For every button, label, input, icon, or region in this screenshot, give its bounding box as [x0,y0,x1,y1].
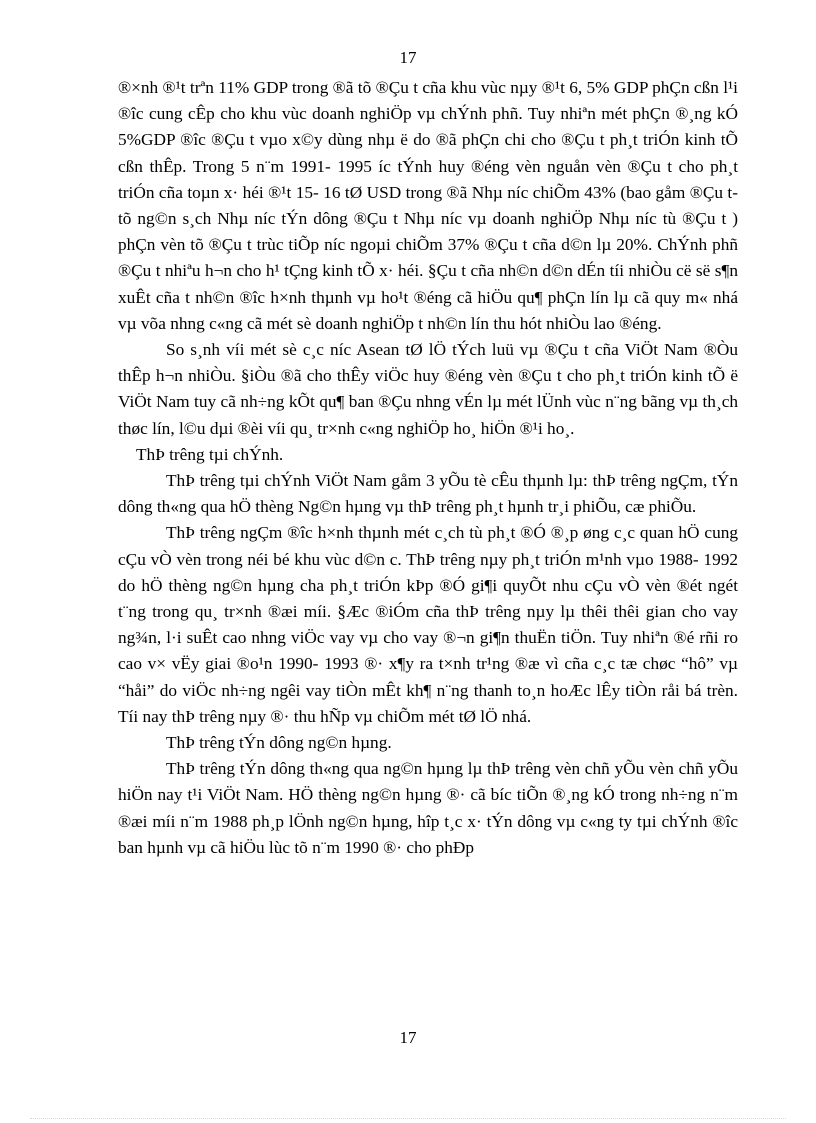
paragraph-market-components: ThÞ trêng tµi chÝnh ViÖt Nam gåm 3 yÕu tè cÊu thµnh lµ: thÞ trêng ngÇm, tÝn dông th«ng qua hÖ thèng Ng©n hµng vµ thÞ trêng ph¸t hµnh tr¸i phiÕu, cæ phiÕu. [118,471,738,517]
paragraph-continuation: ®×nh ®¹t trªn 11% GDP trong ®ã tõ ®Çu t cña khu vùc nµy ®¹t 6, 5% GDP phÇn cßn l¹i ®îc cung cÊp cho khu vùc doanh nghiÖp vµ chÝnh phñ. Tuy nhiªn mét phÇn ®¸ng kÓ 5%GDP ®îc ®Çu t vµo x©y dùng nhµ ë do ®ã phÇn chi cho ®Çu t ph¸t triÓn kinh tÕ cßn thÊp. Trong 5 n¨m 1991- 1995 íc tÝnh huy ®éng vèn nguån vèn ®Çu t cho ph¸t triÓn cña toµn x· héi ®¹t 15- 16 tØ USD trong ®ã Nhµ níc chiÕm 43% (bao gåm ®Çu t tõ ng©n s¸ch Nhµ níc tÝn dông ®Çu t Nhµ níc vµ doanh nghiÖp Nhµ níc tù ®Çu t ) phÇn vèn tõ ®Çu t trùc tiÕp níc ngoµi chiÕm 37% ®Çu t cña d©n lµ 20%. ChÝnh phñ ®Çu t nhiªu h¬n cho h¹ tÇng kinh tÕ x· héi. §Çu t cña nh©n d©n dÉn tíi nhiÒu cë së s¶n xuÊt cña t nh©n ®îc h×nh thµnh vµ ho¹t ®éng cã hiÖu qu¶ phÇn lín lµ cã quy m« nhá vµ võa nhng c«ng cã mét sè doanh nghiÖp t nh©n lín thu hót nhiÒu lao ®éng. [118,78,738,333]
paragraph-asean-comparison: So s¸nh víi mét sè c¸c níc Asean tØ lÖ tÝch luü vµ ®Çu t cña ViÖt Nam ®Òu thÊp h¬n nhiÒu. §iÒu ®ã cho thÊy viÖc huy ®éng vèn ®Çu t cho ph¸t triÓn kinh tÕ ë ViÖt Nam tuy cã nh÷ng kÕt qu¶ ban ®Çu nhng vÉn lµ mét lÜnh vùc n¨ng bãng vµ th¸ch thøc lín, l©u dµi ®èi víi qu¸ tr×nh c«ng nghiÖp ho¸ hiÖn ®¹i ho¸. [118,340,738,438]
section-heading-financial-market: ThÞ trêng tµi chÝnh. [136,444,284,464]
paragraph-informal-market: ThÞ trêng ngÇm ®îc h×nh thµnh mét c¸ch tù ph¸t ®Ó ®¸p øng c¸c quan hÖ cung cÇu vÒ vèn trong néi bé khu vùc d©n c. ThÞ trêng nµy ph¸t triÓn m¹nh vµo 1988- 1992 do hÖ thèng ng©n hµng cha ph¸t triÓn kÞp ®Ó gi¶i quyÕt nhu cÇu vÒ vèn ®ét ngét t¨ng trong qu¸ tr×nh ®æi míi. §Æc ®iÓm cña thÞ trêng nµy lµ thêi thêi gian cho vay ng¾n, l·i suÊt cao nhng viÖc vay vµ cho vay ®¬n gi¶n thuËn tiÖn. Tuy nhiªn ®é rñi ro cao v× vËy giai ®o¹n 1990- 1993 ®· x¶y ra t×nh tr¹ng ®æ vì cña c¸c tæ chøc “hô” vµ “håi” do viÖc nh÷ng ngêi vay tiÒn mÊt kh¶ n¨ng thanh to¸n hoÆc lÊy tiÒn råi bá trèn. Tíi nay thÞ trêng nµy ®· thu hÑp vµ chiÕm mét tØ lÖ nhá. [118,523,738,726]
page-bottom-rule [30,1118,786,1119]
body-text [118,75,738,861]
subheading-bank-credit-market: ThÞ trêng tÝn dông ng©n hµng. [166,733,392,753]
page-number-top: 17 [399,48,417,67]
page-number-bottom: 17 [399,1028,417,1047]
paragraph-bank-credit: ThÞ trêng tÝn dông th«ng qua ng©n hµng lµ thÞ trêng vèn chñ yÕu vèn chñ yÕu hiÖn nay t¹i ViÖt Nam. HÖ thèng ng©n hµng ®· cã bíc tiÕn ®¸ng kÓ trong nh÷ng n¨m ®æi míi n¨m 1988 ph¸p lÖnh ng©n hµng, hîp t¸c x· tÝn dông vµ c«ng ty tµi chÝnh ®îc ban hµnh vµ cã hiÖu lùc tõ n¨m 1990 ®· cho phÐp [118,759,738,857]
